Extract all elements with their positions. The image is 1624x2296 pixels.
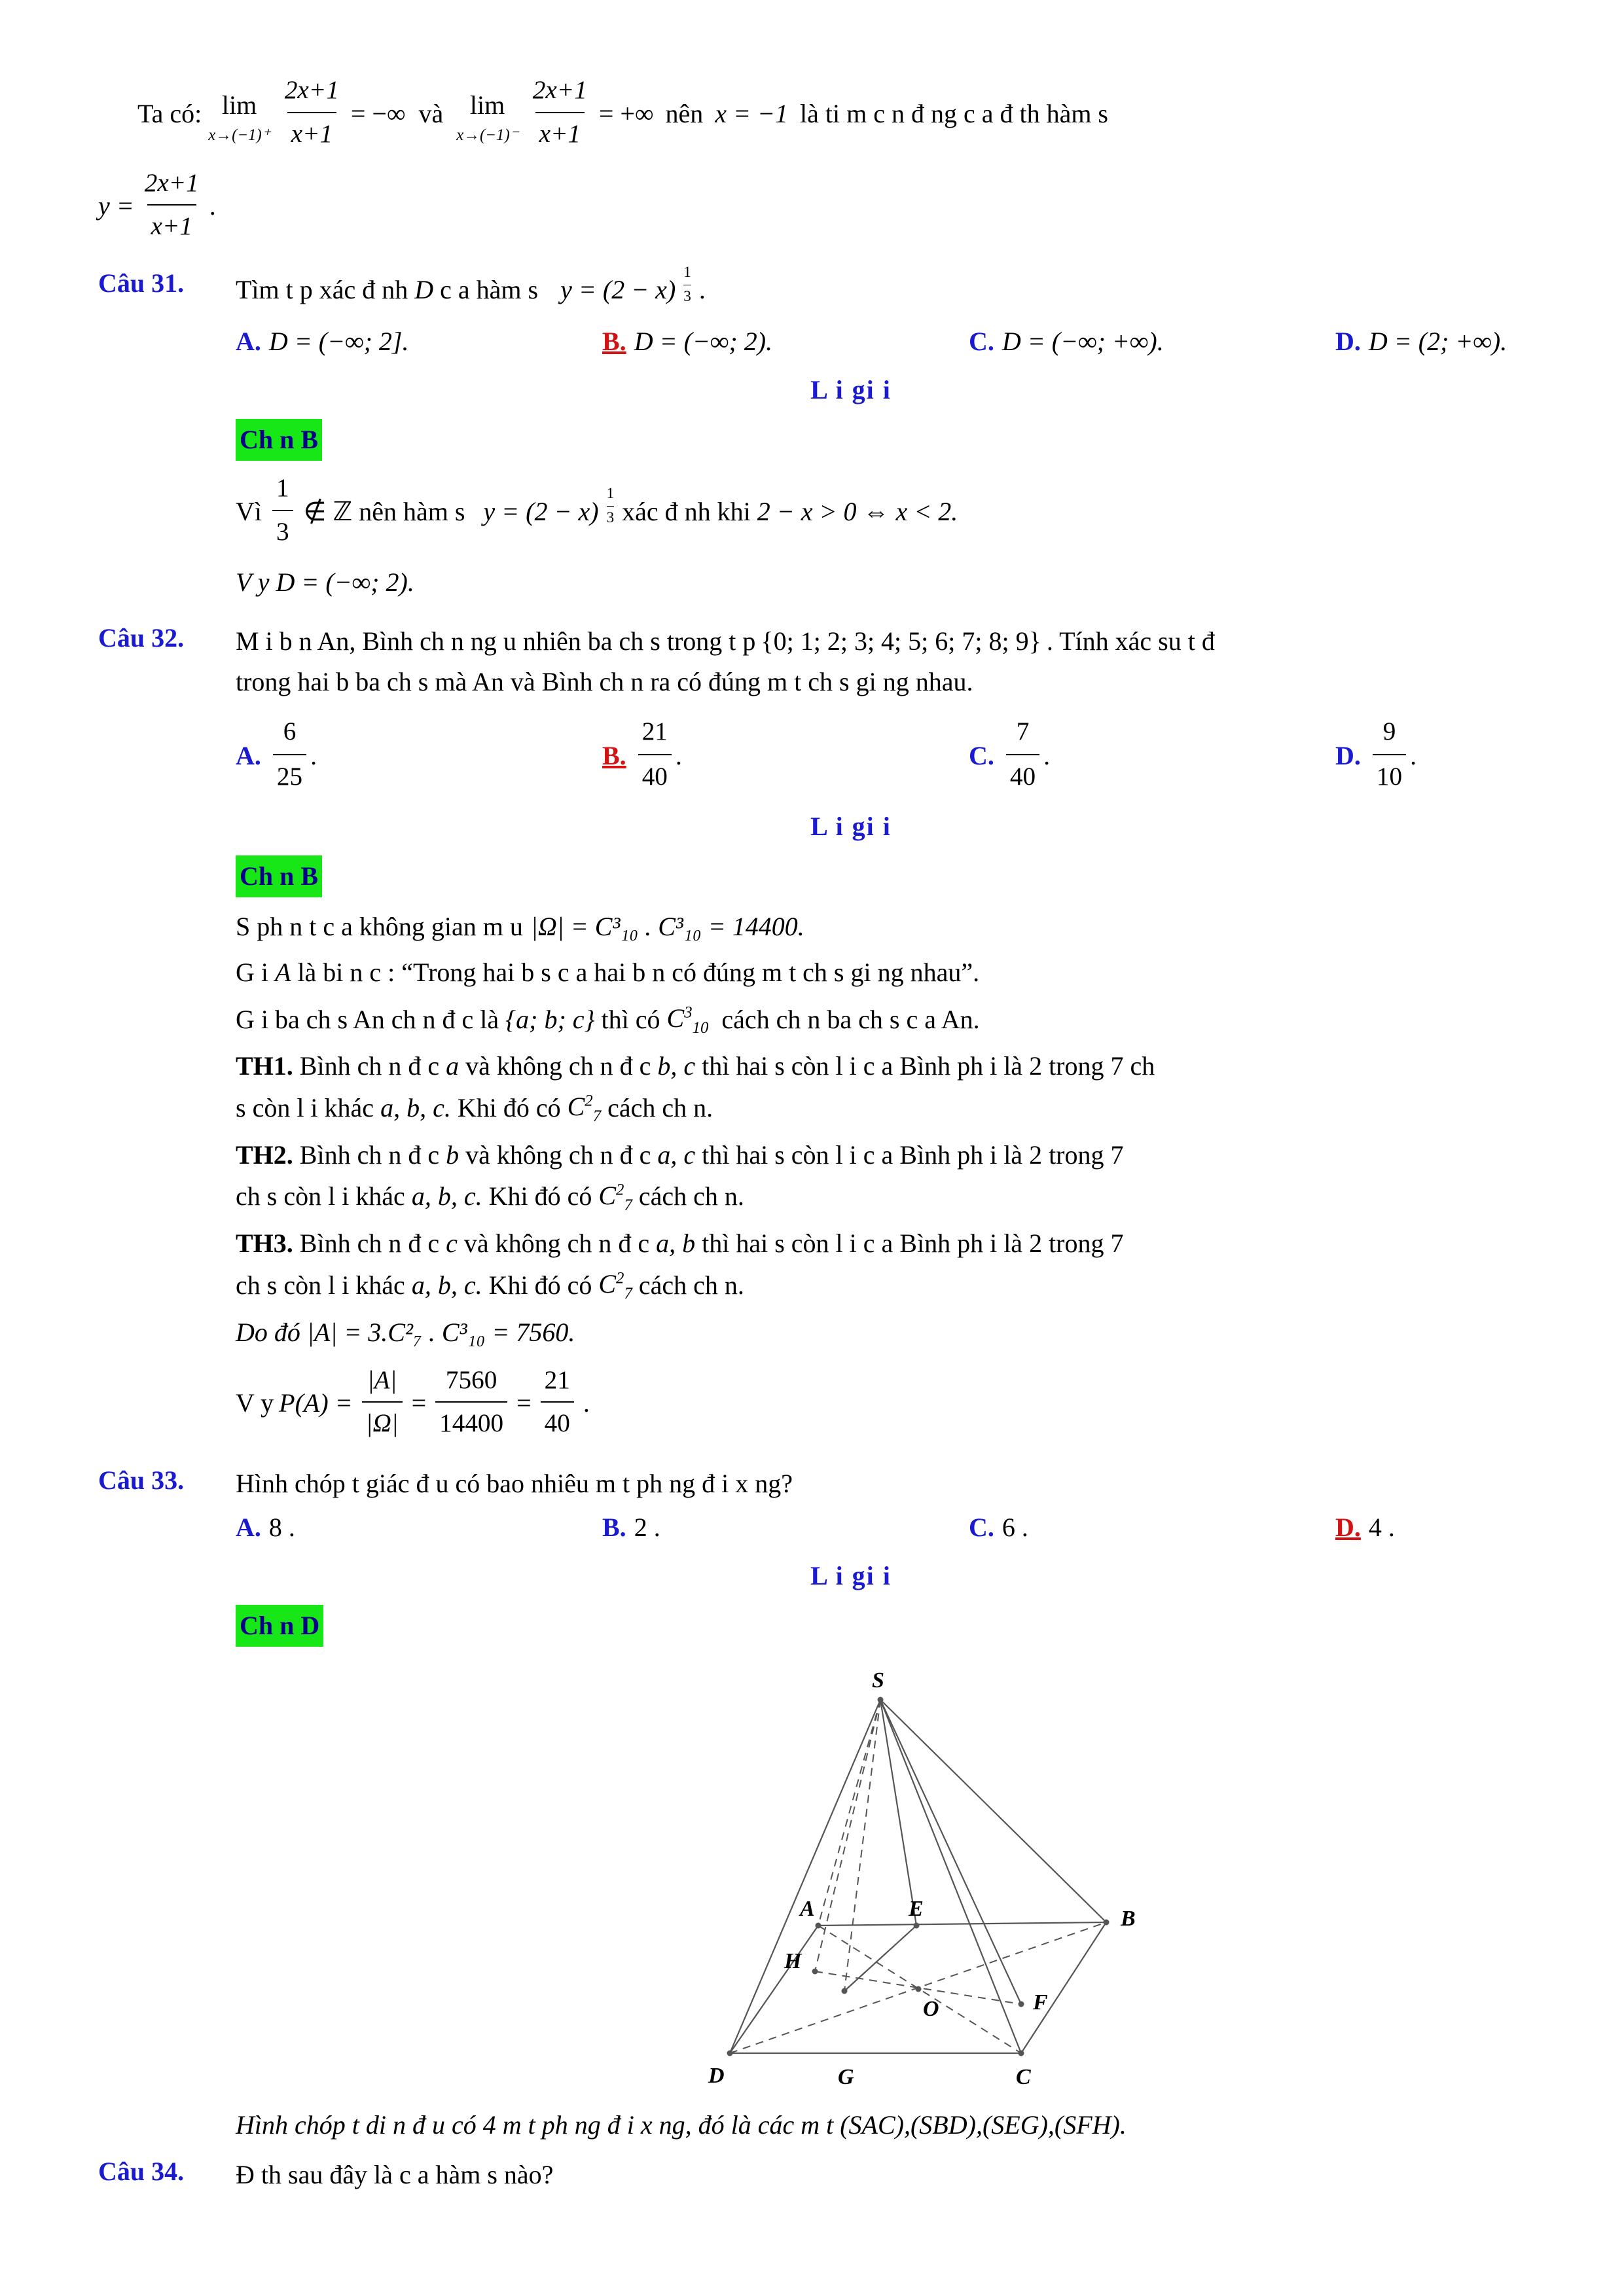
- q32-prob-num-1: |A|: [367, 1365, 397, 1394]
- q32-case-3-a: Bình ch n đ c: [299, 1229, 440, 1259]
- q32-case-3-x: c: [446, 1229, 458, 1259]
- q32-case-2-y: a, c: [657, 1139, 696, 1170]
- vertex-g: [842, 1988, 848, 1994]
- q32-prob-den-2: 14400: [435, 1401, 507, 1444]
- q32-event-b: là bi n c : “Trong hai b s c a hai b n có đúng m t ch s gi ng nhau”.: [297, 957, 980, 987]
- label-f: F: [1033, 1990, 1048, 2015]
- option-a-text: D = (−∞; 2].: [268, 326, 409, 356]
- q32-case-3-g: Khi đó có: [488, 1270, 592, 1300]
- option-b-period: .: [675, 741, 682, 771]
- question-33: [98, 1463, 1538, 2145]
- option-b-denominator: 40: [638, 754, 672, 798]
- limit-1-value: = −∞: [350, 98, 406, 128]
- q32-choose-d: cách ch n ba ch s c a An.: [721, 1004, 980, 1034]
- q32-equals-1: =: [411, 1388, 427, 1418]
- q32-case-1-line-2: [236, 1086, 1624, 1129]
- label-g: G: [838, 2065, 854, 2090]
- q32-choose-a: G i ba ch s An ch n đ c là: [236, 1004, 499, 1034]
- q32-event-symbol: A: [275, 957, 291, 987]
- option-d-key: D.: [1335, 741, 1361, 771]
- q32-prob-num-2: 7560: [445, 1365, 497, 1394]
- q33-conclusion: [236, 2105, 1624, 2145]
- q32-prob-num-3: 21: [544, 1365, 570, 1394]
- q31-stem-b: c a hàm s: [440, 275, 539, 305]
- vertex-a: [816, 1923, 821, 1929]
- asymptote-equation: x = −1: [715, 98, 788, 128]
- q32-case-2-g: Khi đó có: [488, 1181, 592, 1211]
- q31-exponent-denominator: 3: [683, 285, 691, 309]
- option-c[interactable]: [969, 713, 1335, 798]
- option-a-numerator: 6: [283, 717, 297, 746]
- q32-case-2-d: 2 trong 7: [1029, 1139, 1124, 1170]
- option-a-key: A.: [236, 741, 261, 771]
- limit-2-denominator: x+1: [535, 112, 585, 154]
- option-c-period: .: [1043, 741, 1051, 771]
- q32-vay: V y: [236, 1388, 274, 1418]
- label-d: D: [708, 2064, 725, 2089]
- q32-case-2-h: cách ch n.: [638, 1181, 744, 1211]
- q32-chosen-answer: Ch n B: [236, 855, 322, 897]
- option-d-text: D = (2; +∞).: [1368, 326, 1507, 356]
- question-34-stem: Đ th sau đây là c a hàm s nào?: [236, 2160, 554, 2190]
- option-c[interactable]: [969, 1507, 1335, 1549]
- limit-1-fraction: [281, 71, 343, 154]
- edge-s-d: [730, 1700, 880, 2053]
- q31-sol-conclusion: V y D = (−∞; 2).: [236, 567, 414, 598]
- q32-case-2-line-2: [236, 1175, 1624, 1218]
- question-34-label: Câu 34.: [98, 2157, 185, 2187]
- function-fraction: [141, 164, 203, 247]
- question-34-body: [236, 2155, 1538, 2195]
- q32-case-2-label: TH2.: [236, 1139, 293, 1170]
- q32-case-2-f: a, b, c.: [411, 1181, 482, 1211]
- edge-s-f: [880, 1700, 1021, 2004]
- option-d-period: .: [1410, 741, 1417, 771]
- limit-1-subscript: x→(−1)⁺: [208, 126, 270, 144]
- q32-stem-b: . Tính xác su t đ: [1046, 626, 1215, 656]
- option-c-text: 6 .: [1001, 1513, 1028, 1543]
- q31-solution-line-2: [236, 562, 1624, 603]
- q31-sol-d: 2 − x > 0 ⇔ x < 2.: [757, 496, 958, 526]
- q31-sol-frac-num: 1: [276, 473, 289, 502]
- option-d[interactable]: [1335, 713, 1624, 798]
- q33-chosen-answer: Ch n D: [236, 1605, 323, 1647]
- option-d-fraction: [1373, 711, 1406, 797]
- option-b-text: D = (−∞; 2).: [634, 326, 773, 356]
- intro-prefix: Ta có:: [137, 98, 202, 128]
- q32-prob-den-3: 40: [541, 1401, 574, 1444]
- q33-solution-heading: L i gi i: [810, 1561, 892, 1591]
- q32-case-2-b: và không ch n đ c: [465, 1139, 651, 1170]
- q32-case-1-d: 2 trong 7 ch: [1029, 1051, 1155, 1081]
- question-31-label: Câu 31.: [98, 268, 185, 298]
- option-c[interactable]: [969, 321, 1335, 363]
- pyramid-svg: [655, 1664, 1244, 2096]
- option-a-period: .: [310, 741, 317, 771]
- option-b-key: B.: [602, 741, 626, 771]
- option-b[interactable]: [602, 713, 969, 798]
- q32-equals-2: =: [516, 1388, 532, 1418]
- vertex-f: [1019, 2001, 1024, 2007]
- edge-b-a: [818, 1922, 1106, 1926]
- option-b-text: 2 .: [634, 1513, 660, 1543]
- question-32-label: Câu 32.: [98, 623, 185, 653]
- q31-sol-function: y = (2 − x): [483, 496, 599, 526]
- intro-nen: nên: [665, 98, 704, 128]
- q31-period: .: [698, 275, 706, 305]
- q32-case-1-y: b, c: [657, 1051, 696, 1081]
- q32-case-2-x: b: [446, 1139, 460, 1170]
- edge-s-b: [880, 1700, 1106, 1922]
- q33-conclusion-text: Hình chóp t di n đ u có 4 m t ph ng đ i x ng, đó là các m t (SAC),(SBD),(SEG),(SFH).: [236, 2110, 1127, 2140]
- q32-case-3-combination: $C^2_7$: [598, 1269, 632, 1303]
- function-denominator: x+1: [147, 204, 196, 247]
- q32-case-3-h: cách ch n.: [638, 1270, 744, 1300]
- q31-sol-fraction: [272, 469, 293, 552]
- page-content: [98, 72, 1538, 2195]
- option-b-fraction: [638, 711, 672, 797]
- vertex-e: [914, 1923, 920, 1929]
- q32-stem-set: {0; 1; 2; 3; 4; 5; 6; 7; 8; 9}: [761, 626, 1041, 656]
- option-a[interactable]: [236, 1507, 602, 1549]
- option-d-denominator: 10: [1373, 754, 1406, 798]
- q32-case-2-line-1: [236, 1135, 1624, 1175]
- option-c-denominator: 40: [1006, 754, 1039, 798]
- question-31-stem: [236, 266, 1624, 314]
- q32-sol-line-3: [236, 998, 1624, 1041]
- option-c-text: D = (−∞; +∞).: [1001, 326, 1164, 356]
- q32-case-2-combination: $C^2_7$: [598, 1180, 632, 1214]
- q32-case-1-line-1: [236, 1046, 1624, 1086]
- q31-solution-heading: L i gi i: [810, 374, 892, 404]
- limit-2-fraction: [529, 71, 591, 154]
- option-a-fraction: [273, 711, 306, 797]
- label-e: E: [909, 1897, 924, 1922]
- option-b-key: B.: [602, 326, 626, 356]
- intro-line-1: [98, 72, 1538, 156]
- limit-1-denominator: x+1: [287, 112, 336, 154]
- intro-line-2: [98, 165, 1538, 249]
- q31-exponent-numerator: 1: [683, 264, 691, 281]
- intro-block: [98, 72, 1538, 248]
- label-s: S: [872, 1668, 884, 1693]
- question-32-body: [236, 621, 1624, 1445]
- q32-case-3-y: a, b: [656, 1229, 696, 1259]
- label-h: H: [784, 1949, 802, 1974]
- limit-2-word: lim: [469, 90, 505, 120]
- option-a-text: 8 .: [268, 1513, 295, 1543]
- q32-probability-line: [236, 1362, 1624, 1446]
- q31-domain-symbol: D: [414, 275, 434, 305]
- q32-probability-fraction-2: [435, 1361, 507, 1444]
- q32-case-1-label: TH1.: [236, 1051, 293, 1081]
- q32-probability-symbol: P(A) =: [279, 1388, 353, 1418]
- q32-case-1-b: và không ch n đ c: [465, 1051, 651, 1081]
- q32-sol-line-2: [236, 952, 1624, 993]
- question-32-stem-line-1: [236, 621, 1624, 662]
- vertex-d: [727, 2051, 733, 2056]
- question-33-body: [236, 1463, 1624, 2145]
- intro-period: .: [209, 191, 216, 221]
- question-31-options: [236, 321, 1624, 363]
- q32-choose-set: {a; b; c}: [505, 1004, 595, 1034]
- option-a[interactable]: [236, 713, 602, 798]
- q31-stem-a: Tìm t p xác đ nh: [236, 275, 408, 305]
- q32-period: .: [583, 1388, 590, 1418]
- edge-s-a-hidden: [818, 1700, 880, 1926]
- q32-case-1-g: Khi đó có: [457, 1092, 561, 1122]
- vertex-c: [1019, 2051, 1024, 2056]
- intro-tail: là ti m c n đ ng c a đ th hàm s: [799, 98, 1108, 128]
- vertex-o: [916, 1986, 922, 1992]
- q31-solution-line-1: [236, 470, 1624, 554]
- vertex-b: [1104, 1920, 1110, 1926]
- label-b: B: [1121, 1907, 1136, 1931]
- question-31: [98, 266, 1538, 603]
- q32-total-favourable: [236, 1312, 1624, 1353]
- option-b-numerator: 21: [641, 717, 668, 746]
- q32-case-3-b: và không ch n đ c: [463, 1229, 650, 1259]
- option-c-key: C.: [969, 326, 994, 356]
- edge-c-b: [1021, 1922, 1106, 2053]
- q31-sol-a: Vì: [236, 496, 262, 526]
- q31-sol-exp-den: 3: [607, 506, 615, 530]
- q32-case-1-f: a, b, c.: [380, 1092, 451, 1122]
- option-d[interactable]: [1335, 321, 1624, 363]
- option-a-key: A.: [236, 326, 261, 356]
- limit-2-value: = +∞: [598, 98, 654, 128]
- edge-s-c: [880, 1700, 1021, 2053]
- q32-probability-fraction-3: [541, 1361, 574, 1444]
- option-d-key: D.: [1335, 1513, 1361, 1543]
- edge-s-e: [880, 1700, 916, 1926]
- q32-case-3-c: thì hai s còn l i c a Bình ph i là: [702, 1229, 1023, 1259]
- option-b-key: B.: [602, 1513, 626, 1543]
- limit-2: [456, 85, 518, 148]
- edge-s-h: [815, 1700, 880, 1971]
- q32-total-favourable-text: Do đó |A| = 3.C²₇ . C³₁₀ = 7560.: [236, 1317, 575, 1347]
- q32-case-1-a: Bình ch n đ c: [299, 1051, 440, 1081]
- question-32-stem-line-2: trong hai b ba ch s mà An và Bình ch n ra có đúng m t ch s gi ng nhau.: [236, 667, 973, 697]
- question-31-body: [236, 266, 1624, 603]
- edge-d-a: [730, 1926, 818, 2053]
- vertex-dots: [727, 1697, 1110, 2056]
- q32-case-3-line-2: [236, 1264, 1624, 1306]
- q32-case-3-d: 2 trong 7: [1029, 1229, 1124, 1259]
- limit-1-numerator: 2x+1: [284, 76, 339, 104]
- question-32-options: [236, 713, 1624, 798]
- option-c-numerator: 7: [1016, 717, 1030, 746]
- question-33-options: [236, 1507, 1624, 1549]
- option-a-key: A.: [236, 1513, 261, 1543]
- vertex-h: [812, 1969, 818, 1975]
- q32-sol-space-math: |Ω| = C³₁₀ . C³₁₀ = 14400.: [530, 911, 804, 941]
- q32-sol-line-1: [236, 906, 1624, 947]
- q32-solution-heading: L i gi i: [810, 811, 892, 841]
- option-a-denominator: 25: [273, 754, 306, 798]
- q31-sol-frac-den: 3: [272, 510, 293, 552]
- option-b[interactable]: [602, 321, 969, 363]
- q32-case-1-h: cách ch n.: [607, 1092, 713, 1122]
- q32-case-1-c: thì hai s còn l i c a Bình ph i là: [702, 1051, 1023, 1081]
- q32-choose-combination: $C^3_{10}$: [666, 1003, 709, 1037]
- limit-2-subscript: x→(−1)⁻: [456, 126, 518, 144]
- q32-case-1-e: s còn l i khác: [236, 1092, 374, 1122]
- option-c-key: C.: [969, 741, 994, 771]
- option-a[interactable]: [236, 321, 602, 363]
- q32-case-3-label: TH3.: [236, 1229, 293, 1259]
- q32-case-3-f: a, b, c.: [411, 1270, 482, 1300]
- q31-sol-exponent: [607, 482, 615, 530]
- option-d[interactable]: [1335, 1507, 1624, 1549]
- q32-probability-fraction-1: [362, 1361, 403, 1444]
- q32-case-2-c: thì hai s còn l i c a Bình ph i là: [702, 1139, 1023, 1170]
- option-b[interactable]: [602, 1507, 969, 1549]
- q31-exponent: [683, 261, 691, 309]
- question-33-label: Câu 33.: [98, 1465, 185, 1496]
- q32-case-3-line-1: [236, 1223, 1624, 1264]
- option-d-text: 4 .: [1368, 1513, 1395, 1543]
- q32-stem-a: M i b n An, Bình ch n ng u nhiên ba ch s trong t p: [236, 626, 756, 656]
- q32-case-2-e: ch s còn l i khác: [236, 1181, 405, 1211]
- q32-case-1-x: a: [446, 1051, 460, 1081]
- option-c-fraction: [1006, 711, 1039, 797]
- function-numerator: 2x+1: [144, 168, 199, 197]
- option-d-key: D.: [1335, 326, 1361, 356]
- label-o: O: [923, 1997, 939, 2022]
- question-32: [98, 621, 1538, 1445]
- q32-case-1-combination: $C^2_7$: [567, 1092, 602, 1126]
- q31-sol-b: ∉ ℤ nên hàm s: [303, 496, 465, 526]
- label-a: A: [800, 1897, 815, 1922]
- option-c-key: C.: [969, 1513, 994, 1543]
- limit-1: [208, 85, 270, 148]
- q31-chosen-answer: Ch n B: [236, 419, 322, 461]
- q31-sol-c: xác đ nh khi: [622, 496, 751, 526]
- question-33-stem: Hình chóp t giác đ u có bao nhiêu m t ph ng đ i x ng?: [236, 1469, 793, 1499]
- option-d-numerator: 9: [1382, 717, 1396, 746]
- q32-prob-den-1: |Ω|: [362, 1401, 403, 1444]
- q32-event-a: G i: [236, 957, 268, 987]
- q32-case-2-a: Bình ch n đ c: [299, 1139, 440, 1170]
- q32-sol-space-text: S ph n t c a không gian m u: [236, 911, 523, 941]
- question-34: [98, 2155, 1538, 2195]
- vertex-s: [878, 1697, 884, 1703]
- q31-sol-exp-num: 1: [606, 485, 615, 503]
- conjunction-va: và: [418, 98, 444, 128]
- q31-function: y = (2 − x): [560, 275, 676, 305]
- q32-choose-b: thì có: [601, 1004, 660, 1034]
- limit-2-numerator: 2x+1: [532, 76, 587, 104]
- limit-1-word: lim: [221, 90, 257, 120]
- pyramid-figure: [236, 1664, 1624, 2096]
- label-c: C: [1016, 2065, 1031, 2090]
- q32-case-3-e: ch s còn l i khác: [236, 1270, 405, 1300]
- function-y-label: y =: [98, 191, 134, 221]
